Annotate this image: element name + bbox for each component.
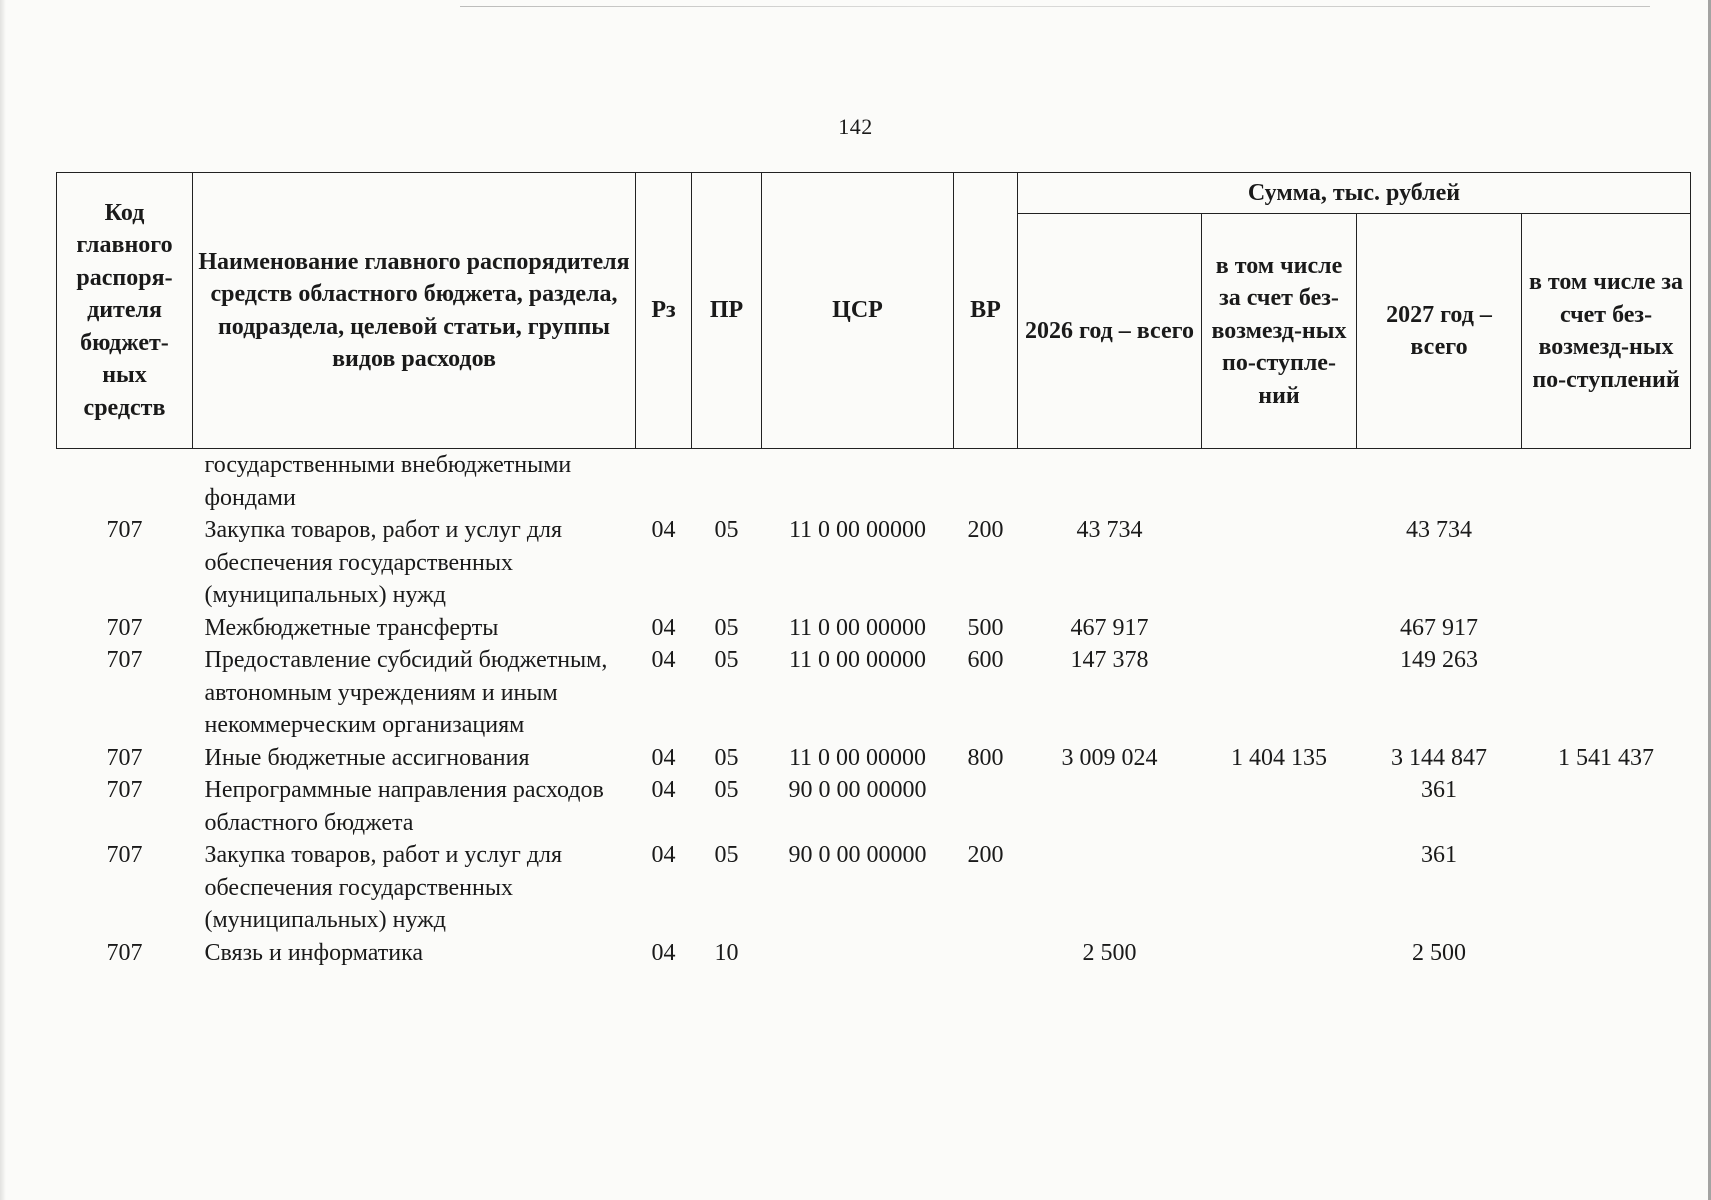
cell-pr: 10	[714, 939, 739, 966]
table-body	[57, 449, 1691, 970]
cell-2026-free	[1202, 644, 1357, 742]
header-name: Наименование главного распорядителя средств областного бюджета, раздела, подраздела, целевой статьи, группы видов расходов	[193, 173, 636, 449]
cell-name: государственными внебюджетными фондами	[204, 452, 572, 511]
cell-vr: 600	[967, 647, 1004, 673]
cell-csr: 90 0 00 00000	[788, 842, 927, 868]
header-vr: ВР	[954, 173, 1018, 449]
cell-rz: 04	[651, 614, 676, 641]
header-sum: Сумма, тыс. рублей	[1018, 173, 1691, 214]
header-pr: ПР	[692, 173, 762, 449]
cell-2026-total: 147 378	[1070, 647, 1149, 673]
cell-2026-total	[1018, 774, 1202, 839]
cell-pr: 05	[714, 517, 739, 543]
cell-name: Связь и информатика	[204, 939, 424, 966]
cell-2026-free	[1202, 774, 1357, 839]
cell-vr	[954, 937, 1018, 970]
scan-artifact-left-edge	[0, 0, 6, 1200]
cell-pr	[692, 449, 762, 515]
cell-name: Закупка товаров, работ и услуг для обеспечения государственных (муниципальных) нужд	[204, 517, 563, 608]
cell-2026-total: 467 917	[1070, 614, 1149, 641]
cell-code: 707	[106, 614, 143, 641]
cell-vr	[954, 449, 1018, 515]
cell-vr: 800	[967, 744, 1004, 771]
cell-2027-free	[1522, 937, 1691, 970]
cell-2027-free: 1 541 437	[1558, 744, 1654, 771]
header-csr: ЦСР	[762, 173, 954, 449]
cell-csr: 11 0 00 00000	[788, 614, 927, 641]
cell-2027-total: 149 263	[1400, 647, 1478, 673]
cell-2026-free	[1202, 449, 1357, 515]
cell-2027-total	[1357, 449, 1522, 515]
cell-pr: 05	[714, 647, 739, 673]
cell-csr	[762, 449, 954, 515]
cell-2027-free	[1522, 514, 1691, 612]
cell-code: 707	[106, 647, 143, 673]
budget-table	[56, 172, 1691, 969]
cell-2026-free	[1202, 839, 1357, 937]
table-row	[57, 774, 1691, 839]
header-2026-free: в том числе за счет без-возмезд-ных по-ступле-ний	[1202, 214, 1357, 449]
cell-code: 707	[106, 939, 143, 966]
cell-2027-free	[1522, 774, 1691, 839]
cell-2026-total	[1018, 449, 1202, 515]
cell-pr: 05	[714, 842, 739, 868]
cell-name: Закупка товаров, работ и услуг для обеспечения государственных (муниципальных) нужд	[204, 842, 563, 933]
cell-name: Предоставление субсидий бюджетным, автономным учреждениям и иным некоммерческим организациям	[204, 647, 608, 738]
header-2026-total: 2026 год – всего	[1018, 214, 1202, 449]
cell-vr: 200	[967, 517, 1004, 543]
cell-2027-free	[1522, 644, 1691, 742]
cell-2027-total: 43 734	[1406, 517, 1472, 543]
cell-code: 707	[106, 517, 143, 543]
cell-name: Непрограммные направления расходов областного бюджета	[204, 777, 604, 836]
cell-2026-total	[1018, 839, 1202, 937]
cell-code: 707	[106, 777, 143, 803]
table-row	[57, 612, 1691, 645]
cell-csr	[762, 937, 954, 970]
cell-vr: 500	[967, 614, 1004, 641]
page-number: 142	[838, 114, 873, 139]
header-2027-total: 2027 год – всего	[1357, 214, 1522, 449]
table-row	[57, 644, 1691, 742]
table-row	[57, 742, 1691, 775]
cell-name: Иные бюджетные ассигнования	[204, 744, 530, 771]
cell-2026-free	[1202, 937, 1357, 970]
cell-name: Межбюджетные трансферты	[204, 614, 499, 641]
cell-vr: 200	[967, 842, 1004, 868]
cell-rz: 04	[651, 777, 676, 803]
cell-csr: 11 0 00 00000	[788, 647, 927, 673]
cell-code: 707	[106, 842, 143, 868]
cell-rz: 04	[651, 939, 676, 966]
table-row	[57, 839, 1691, 937]
cell-2027-free	[1522, 612, 1691, 645]
scan-artifact-top-line	[460, 6, 1650, 7]
cell-pr: 05	[714, 777, 739, 803]
cell-rz: 04	[651, 517, 676, 543]
cell-csr: 11 0 00 00000	[788, 744, 927, 771]
header-rz: Рз	[636, 173, 692, 449]
cell-2026-free: 1 404 135	[1231, 744, 1327, 771]
cell-code: 707	[106, 744, 143, 771]
cell-vr	[954, 774, 1018, 839]
cell-rz	[636, 449, 692, 515]
cell-pr: 05	[714, 744, 739, 771]
table-row	[57, 514, 1691, 612]
cell-2027-total: 361	[1421, 777, 1457, 803]
cell-rz: 04	[651, 842, 676, 868]
cell-2027-total: 467 917	[1400, 614, 1478, 641]
cell-2027-total: 3 144 847	[1391, 744, 1487, 771]
cell-rz: 04	[651, 647, 676, 673]
cell-2027-free	[1522, 839, 1691, 937]
cell-csr: 90 0 00 00000	[788, 777, 927, 803]
cell-2027-total: 361	[1421, 842, 1457, 868]
table-row	[57, 937, 1691, 970]
cell-2026-free	[1202, 612, 1357, 645]
cell-2026-total: 3 009 024	[1061, 744, 1158, 771]
header-2027-free: в том числе за счет без-возмезд-ных по-ступлений	[1522, 214, 1691, 449]
table-header	[57, 173, 1691, 449]
cell-rz: 04	[651, 744, 676, 771]
cell-2026-total: 2 500	[1082, 939, 1137, 966]
cell-2027-free	[1522, 449, 1691, 515]
table-row	[57, 449, 1691, 515]
cell-pr: 05	[714, 614, 739, 641]
cell-code	[57, 449, 193, 515]
cell-2026-free	[1202, 514, 1357, 612]
cell-2027-total: 2 500	[1412, 939, 1466, 966]
header-code: Код главного распоря-дителя бюджет-ных средств	[57, 173, 193, 449]
cell-csr: 11 0 00 00000	[788, 517, 927, 543]
cell-2026-total: 43 734	[1076, 517, 1143, 543]
